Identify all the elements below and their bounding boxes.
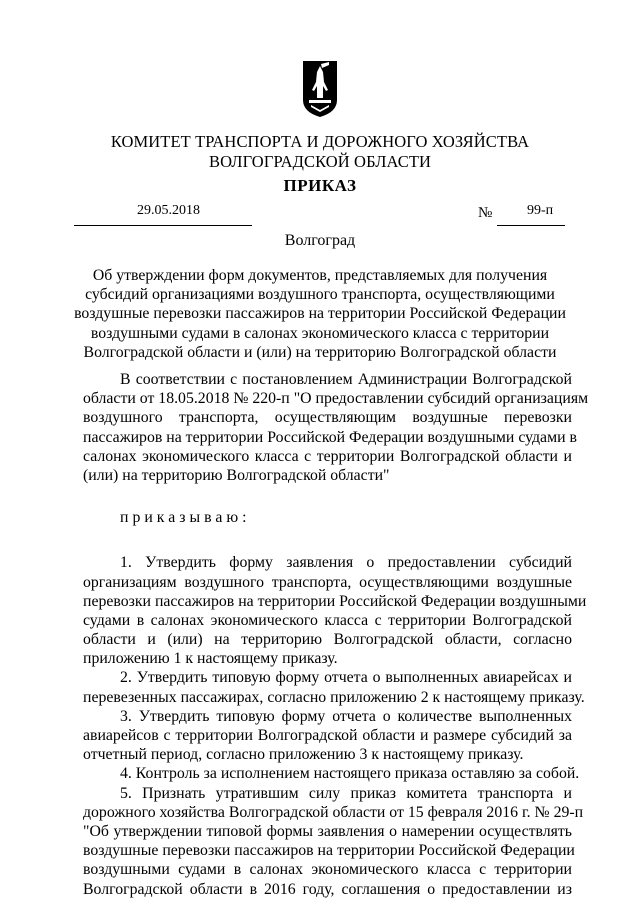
subject-line: воздушные перевозки пассажиров на территории Российской Федерации xyxy=(74,305,566,323)
item-line: 4. Контроль за исполнением настоящего приказа оставляю за собой. xyxy=(120,765,580,783)
item-line: 5. Признать утратившим силу приказ комитета транспорта и xyxy=(120,784,572,802)
item-line: Волгоградской области в 2016 году, соглашения о предоставлении из xyxy=(83,880,572,898)
preamble-line: салонах экономического класса с территории Волгоградской области и xyxy=(83,447,572,465)
order-item-2 xyxy=(83,668,585,706)
item-line: перевезенных пассажирах, согласно приложению 2 к настоящему приказу. xyxy=(83,688,585,706)
order-item-5 xyxy=(83,784,584,899)
org-name-line-2: ВОЛГОГРАДСКОЙ ОБЛАСТИ xyxy=(208,152,432,171)
number-underline xyxy=(497,225,565,226)
org-name-line-1: КОМИТЕТ ТРАНСПОРТА И ДОРОЖНОГО ХОЗЯЙСТВА xyxy=(110,132,530,151)
item-line: дорожного хозяйства Волгоградской области от 15 февраля 2016 г. № 29-п xyxy=(83,803,584,821)
number-sign: № xyxy=(478,205,493,221)
item-line: воздушными судами в салонах экономического класса с территории xyxy=(83,861,572,879)
preamble-line: (или) на территорию Волгоградской области" xyxy=(83,466,390,484)
document-subject xyxy=(60,266,580,362)
order-item-4 xyxy=(83,764,580,783)
item-line: организациям воздушного транспорта, осуществляющими воздушные xyxy=(83,573,572,591)
item-line: "Об утверждении типовой формы заявления о намерении осуществлять xyxy=(83,822,572,840)
document-date: 29.05.2018 xyxy=(137,203,200,218)
order-word: приказываю: xyxy=(120,509,251,527)
subject-line: Волгоградской области и (или) на территорию Волгоградской области xyxy=(83,343,557,361)
subject-line: субсидий организациями воздушного транспорта, осуществляющими xyxy=(85,286,555,304)
item-line: судами в салонах экономического класса с территории Волгоградской xyxy=(83,611,572,629)
item-line: 3. Утвердить типовую форму отчета о количестве выполненных xyxy=(120,707,572,725)
subject-line: Об утверждении форм документов, представляемых для получения xyxy=(92,267,548,284)
item-line: приложению 1 к настоящему приказу. xyxy=(83,650,338,668)
item-line: перевозки пассажиров на территории Российской Федерации воздушными xyxy=(83,592,587,610)
document-number: 99-п xyxy=(527,203,554,218)
document-type-title: ПРИКАЗ xyxy=(283,176,357,195)
item-line: 2. Утвердить типовую форму отчета о выполненных авиарейсах и xyxy=(120,669,572,687)
preamble xyxy=(83,370,589,485)
item-line: авиарейсов с территории Волгоградской области и размере субсидий за xyxy=(83,727,572,744)
item-line: области и (или) на территорию Волгоградской области, согласно xyxy=(83,631,572,649)
coat-of-arms-icon xyxy=(302,60,338,118)
item-line: 1. Утвердить форму заявления о предоставлении субсидий xyxy=(120,554,572,572)
preamble-line: области от 18.05.2018 № 220-п "О предоставлении субсидий организациям xyxy=(83,390,589,408)
preamble-line: воздушного транспорта, осуществляющим воздушные перевозки xyxy=(83,409,572,427)
subject-line: воздушными судами в салонах экономического класса с территории xyxy=(90,324,550,342)
preamble-line: В соответствии с постановлением Администрации Волгоградской xyxy=(120,371,572,388)
item-line: отчетный период, согласно приложению 3 к настоящему приказу. xyxy=(83,746,524,764)
preamble-line: пассажиров на территории Российской Федерации воздушными судами в xyxy=(83,428,577,446)
item-line: воздушные перевозки пассажиров на территории Российской Федерации xyxy=(83,842,575,860)
date-underline xyxy=(74,225,252,226)
order-item-1 xyxy=(83,553,587,668)
document-body xyxy=(83,370,589,899)
order-item-3 xyxy=(83,707,572,765)
city: Волгоград xyxy=(284,232,356,249)
